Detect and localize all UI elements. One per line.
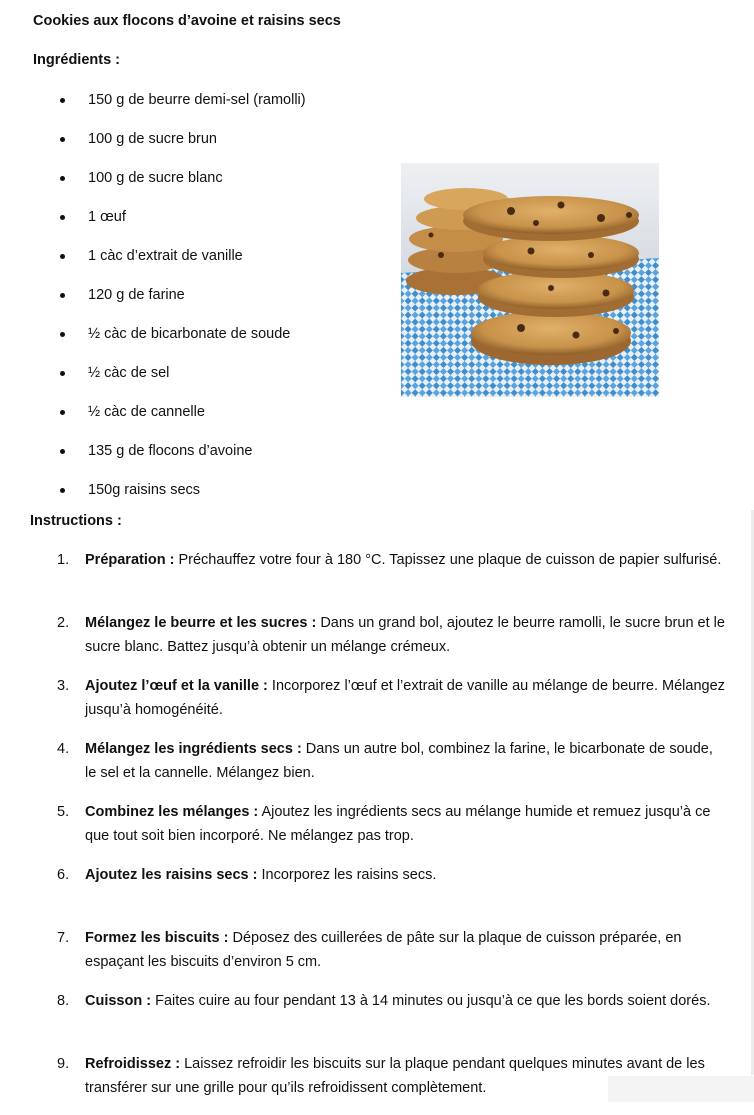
step-label: Préparation : <box>85 552 175 568</box>
ingredient-item <box>60 127 306 166</box>
ingredient-text: 1 càc d’extrait de vanille <box>88 248 243 264</box>
recipe-title: Cookies aux flocons d’avoine et raisins secs <box>33 13 341 29</box>
step-text: Déposez des cuillerées de pâte sur la plaque de cuisson préparée, en espaçant les biscuits d’environ 5 cm. <box>85 930 682 970</box>
ingredient-item <box>60 88 306 127</box>
bullet-icon <box>60 98 65 103</box>
instruction-step <box>50 800 725 863</box>
instruction-step <box>50 989 725 1052</box>
ingredient-item <box>60 283 306 322</box>
ingredient-text: 150 g de beurre demi-sel (ramolli) <box>88 92 306 108</box>
step-number: 1. <box>57 552 70 568</box>
step-number: 5. <box>57 804 70 820</box>
bullet-icon <box>60 137 65 142</box>
step-label: Mélangez les ingrédients secs : <box>85 741 302 757</box>
step-text: Dans un autre bol, combinez la farine, le bicarbonate de soude, le sel et la cannelle. Mélangez bien. <box>85 741 713 781</box>
ingredient-item <box>60 478 306 517</box>
bullet-icon <box>60 332 65 337</box>
bullet-icon <box>60 293 65 298</box>
bullet-icon <box>60 488 65 493</box>
instruction-step <box>50 674 725 737</box>
step-label: Ajoutez les raisins secs : <box>85 867 258 883</box>
step-label: Mélangez le beurre et les sucres : <box>85 615 317 631</box>
ingredient-text: 120 g de farine <box>88 287 185 303</box>
ingredient-item <box>60 439 306 478</box>
step-number: 2. <box>57 615 70 631</box>
ingredient-text: ½ càc de cannelle <box>88 404 205 420</box>
bullet-icon <box>60 371 65 376</box>
step-number: 9. <box>57 1056 70 1072</box>
ingredient-item <box>60 400 306 439</box>
instruction-step <box>50 926 725 989</box>
ingredient-text: 100 g de sucre brun <box>88 131 217 147</box>
ingredient-text: 1 œuf <box>88 209 126 225</box>
ingredient-text: 100 g de sucre blanc <box>88 170 223 186</box>
instruction-step <box>50 611 725 674</box>
ingredient-item <box>60 322 306 361</box>
step-label: Formez les biscuits : <box>85 930 229 946</box>
step-text: Incorporez l’œuf et l’extrait de vanille au mélange de beurre. Mélangez jusqu’à homogénéité. <box>85 678 725 718</box>
instruction-step <box>50 548 725 611</box>
step-label: Cuisson : <box>85 993 152 1009</box>
step-number: 4. <box>57 741 70 757</box>
step-text: Préchauffez votre four à 180 °C. Tapissez une plaque de cuisson de papier sulfurisé. <box>174 552 722 568</box>
step-number: 3. <box>57 678 70 694</box>
instructions-heading: Instructions : <box>30 513 122 529</box>
ingredient-item <box>60 361 306 400</box>
bullet-icon <box>60 254 65 259</box>
instruction-step <box>50 863 725 926</box>
step-text: Faites cuire au four pendant 13 à 14 minutes ou jusqu’à ce que les bords soient dorés. <box>151 993 711 1009</box>
cookie-stack-icon <box>401 163 659 397</box>
cookie-stack-photo <box>401 163 659 397</box>
step-label: Refroidissez : <box>85 1056 181 1072</box>
ingredients-heading: Ingrédients : <box>33 52 121 68</box>
ingredient-text: 150g raisins secs <box>88 482 201 498</box>
step-text: Dans un grand bol, ajoutez le beurre ramolli, le sucre brun et le sucre blanc. Battez jusqu’à obtenir un mélange crémeux. <box>85 615 725 655</box>
ingredient-item <box>60 166 306 205</box>
ingredient-text: 135 g de flocons d’avoine <box>88 443 253 459</box>
ingredient-item <box>60 244 306 283</box>
bullet-icon <box>60 410 65 415</box>
ingredients-list <box>60 88 306 517</box>
step-label: Combinez les mélanges : <box>85 804 259 820</box>
ingredient-text: ½ càc de sel <box>88 365 170 381</box>
step-text: Laissez refroidir les biscuits sur la plaque pendant quelques minutes avant de les transférer sur une grille pour qu’ils refroidissent complètement. <box>85 1056 705 1096</box>
ingredient-text: ½ càc de bicarbonate de soude <box>88 326 291 342</box>
step-number: 7. <box>57 930 70 946</box>
page-corner-shade <box>608 1076 754 1102</box>
step-label: Ajoutez l’œuf et la vanille : <box>85 678 268 694</box>
bullet-icon <box>60 215 65 220</box>
step-number: 8. <box>57 993 70 1009</box>
bullet-icon <box>60 449 65 454</box>
step-number: 6. <box>57 867 70 883</box>
bullet-icon <box>60 176 65 181</box>
instruction-step <box>50 737 725 800</box>
step-text: Ajoutez les ingrédients secs au mélange humide et remuez jusqu’à ce que tout soit bien incorporé. Ne mélangez pas trop. <box>85 804 711 844</box>
step-text: Incorporez les raisins secs. <box>257 867 437 883</box>
instructions-list <box>50 548 725 1115</box>
ingredient-item <box>60 205 306 244</box>
